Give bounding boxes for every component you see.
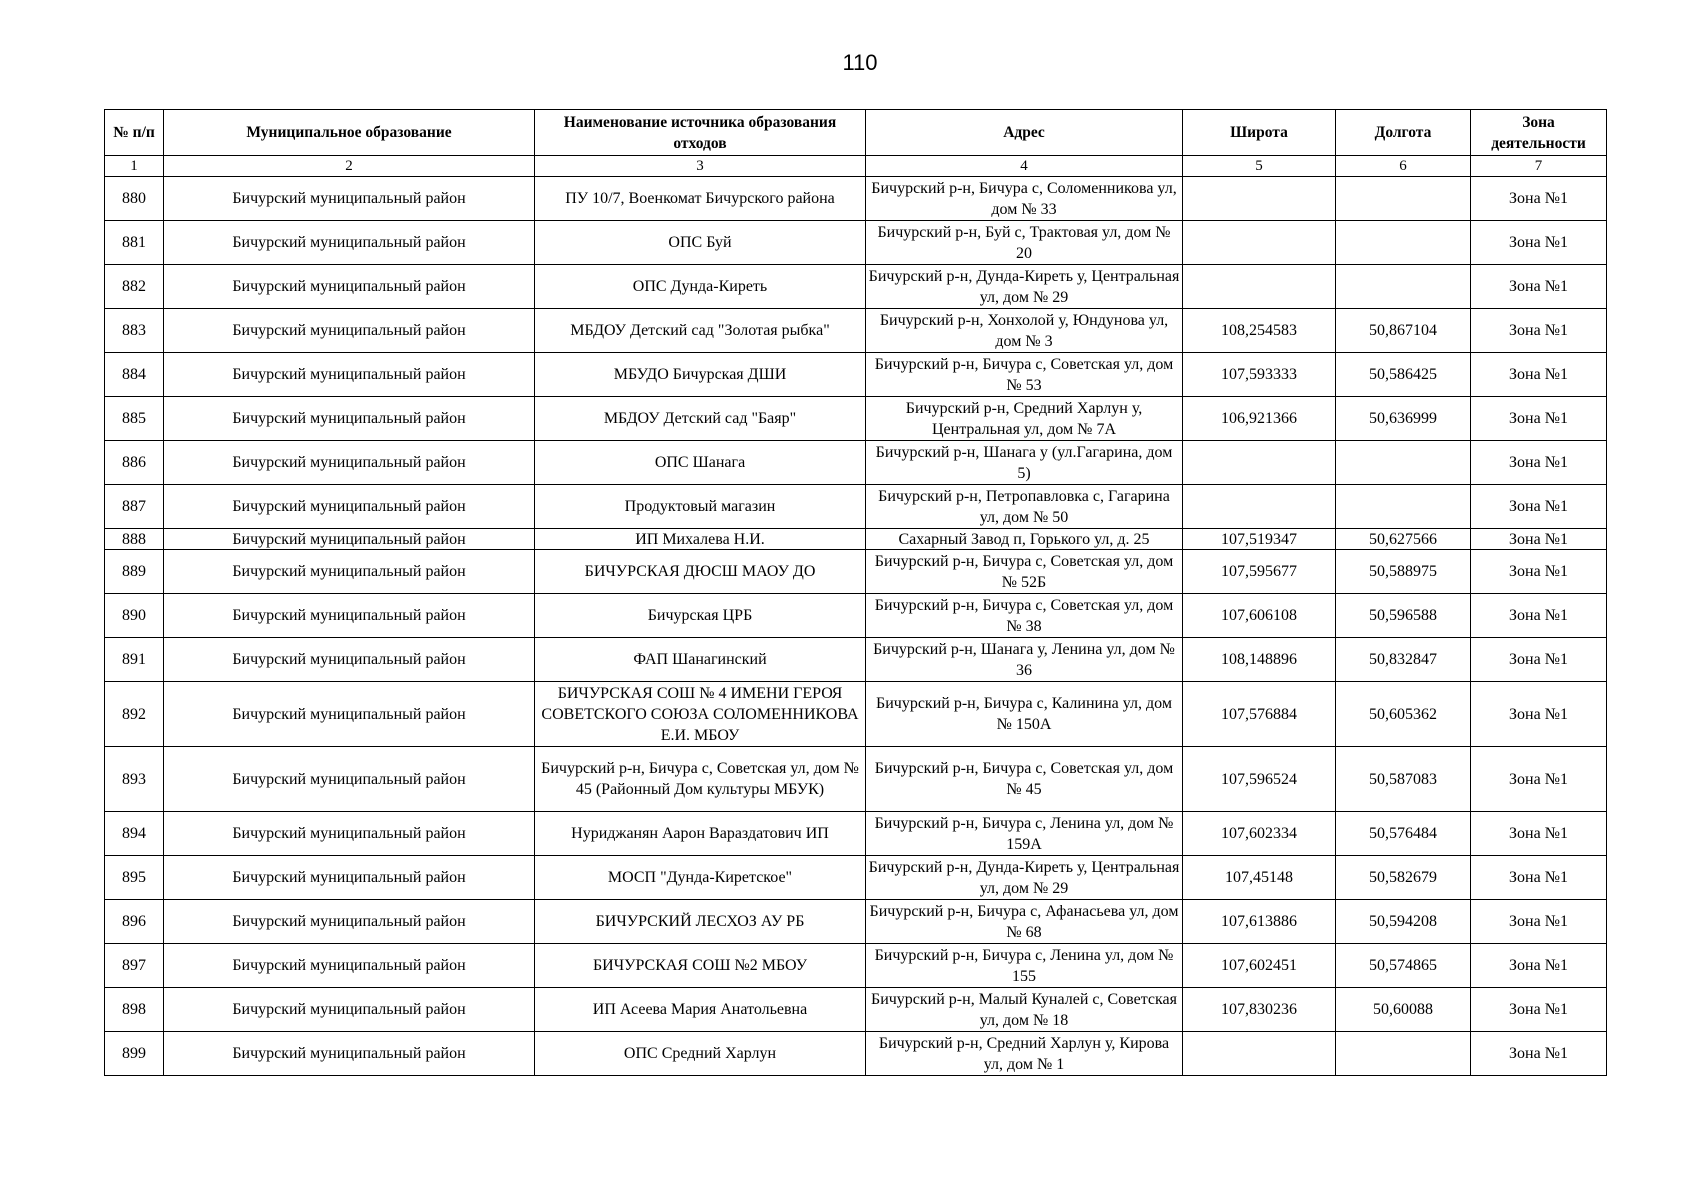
municipality-cell: Бичурский муниципальный район xyxy=(164,747,535,812)
municipality-cell: Бичурский муниципальный район xyxy=(164,638,535,682)
source-cell: ИП Асеева Мария Анатольевна xyxy=(535,988,866,1032)
municipality-cell: Бичурский муниципальный район xyxy=(164,177,535,221)
address-cell: Бичурский р-н, Средний Харлун у, Кирова ул, дом № 1 xyxy=(866,1032,1183,1076)
row-number: 884 xyxy=(105,353,164,397)
row-number: 890 xyxy=(105,594,164,638)
zone-cell: Зона №1 xyxy=(1471,900,1607,944)
column-index: 5 xyxy=(1183,156,1336,177)
source-cell: Бичурская ЦРБ xyxy=(535,594,866,638)
source-cell: Нуриджанян Аарон Вараздатович ИП xyxy=(535,812,866,856)
zone-cell: Зона №1 xyxy=(1471,1032,1607,1076)
row-number: 881 xyxy=(105,221,164,265)
zone-cell: Зона №1 xyxy=(1471,353,1607,397)
latitude-cell: 107,602451 xyxy=(1183,944,1336,988)
latitude-cell xyxy=(1183,265,1336,309)
table-body xyxy=(105,177,1607,1076)
header-longitude: Долгота xyxy=(1336,110,1471,156)
source-cell: МБДОУ Детский сад "Золотая рыбка" xyxy=(535,309,866,353)
latitude-cell: 107,596524 xyxy=(1183,747,1336,812)
address-cell: Бичурский р-н, Бичура с, Советская ул, дом № 52Б xyxy=(866,550,1183,594)
row-number: 885 xyxy=(105,397,164,441)
source-cell: МБДОУ Детский сад "Баяр" xyxy=(535,397,866,441)
table-row xyxy=(105,900,1607,944)
longitude-cell: 50,867104 xyxy=(1336,309,1471,353)
longitude-cell: 50,596588 xyxy=(1336,594,1471,638)
longitude-cell: 50,60088 xyxy=(1336,988,1471,1032)
header-num: № п/п xyxy=(105,110,164,156)
latitude-cell: 107,613886 xyxy=(1183,900,1336,944)
source-cell: БИЧУРСКАЯ СОШ №2 МБОУ xyxy=(535,944,866,988)
latitude-cell: 107,602334 xyxy=(1183,812,1336,856)
municipality-cell: Бичурский муниципальный район xyxy=(164,900,535,944)
header-row xyxy=(105,110,1607,156)
row-number: 880 xyxy=(105,177,164,221)
address-cell: Бичурский р-н, Бичура с, Советская ул, дом № 45 xyxy=(866,747,1183,812)
row-number: 887 xyxy=(105,485,164,529)
table-header xyxy=(105,110,1607,177)
address-cell: Бичурский р-н, Бичура с, Калинина ул, дом № 150А xyxy=(866,682,1183,747)
source-cell: ФАП Шанагинский xyxy=(535,638,866,682)
page-number: 110 xyxy=(842,50,878,75)
table-row xyxy=(105,550,1607,594)
table-row xyxy=(105,353,1607,397)
header-latitude: Широта xyxy=(1183,110,1336,156)
longitude-cell: 50,588975 xyxy=(1336,550,1471,594)
municipality-cell: Бичурский муниципальный район xyxy=(164,309,535,353)
row-number: 883 xyxy=(105,309,164,353)
zone-cell: Зона №1 xyxy=(1471,309,1607,353)
table-row xyxy=(105,265,1607,309)
zone-cell: Зона №1 xyxy=(1471,988,1607,1032)
source-cell: БИЧУРСКИЙ ЛЕСХОЗ АУ РБ xyxy=(535,900,866,944)
latitude-cell xyxy=(1183,177,1336,221)
source-cell: Продуктовый магазин xyxy=(535,485,866,529)
zone-cell: Зона №1 xyxy=(1471,265,1607,309)
table-row xyxy=(105,1032,1607,1076)
municipality-cell: Бичурский муниципальный район xyxy=(164,265,535,309)
table-row xyxy=(105,309,1607,353)
source-cell: МБУДО Бичурская ДШИ xyxy=(535,353,866,397)
longitude-cell: 50,586425 xyxy=(1336,353,1471,397)
address-cell: Бичурский р-н, Малый Куналей с, Советская ул, дом № 18 xyxy=(866,988,1183,1032)
longitude-cell: 50,582679 xyxy=(1336,856,1471,900)
table-row xyxy=(105,221,1607,265)
latitude-cell: 108,254583 xyxy=(1183,309,1336,353)
source-cell: ОПС Шанага xyxy=(535,441,866,485)
address-cell: Бичурский р-н, Шанага у (ул.Гагарина, дом 5) xyxy=(866,441,1183,485)
latitude-cell: 107,593333 xyxy=(1183,353,1336,397)
zone-cell: Зона №1 xyxy=(1471,856,1607,900)
column-index: 1 xyxy=(105,156,164,177)
address-cell: Бичурский р-н, Бичура с, Советская ул, дом № 53 xyxy=(866,353,1183,397)
column-index-row xyxy=(105,156,1607,177)
zone-cell: Зона №1 xyxy=(1471,397,1607,441)
longitude-cell: 50,832847 xyxy=(1336,638,1471,682)
address-cell: Бичурский р-н, Средний Харлун у, Центральная ул, дом № 7А xyxy=(866,397,1183,441)
header-municipality: Муниципальное образование xyxy=(164,110,535,156)
latitude-cell: 106,921366 xyxy=(1183,397,1336,441)
municipality-cell: Бичурский муниципальный район xyxy=(164,353,535,397)
zone-cell: Зона №1 xyxy=(1471,221,1607,265)
column-index: 4 xyxy=(866,156,1183,177)
source-cell: ОПС Дунда-Киреть xyxy=(535,265,866,309)
source-cell: БИЧУРСКАЯ СОШ № 4 ИМЕНИ ГЕРОЯ СОВЕТСКОГО СОЮЗА СОЛОМЕННИКОВА Е.И. МБОУ xyxy=(535,682,866,747)
longitude-cell: 50,636999 xyxy=(1336,397,1471,441)
latitude-cell xyxy=(1183,485,1336,529)
zone-cell: Зона №1 xyxy=(1471,638,1607,682)
address-cell: Бичурский р-н, Шанага у, Ленина ул, дом № 36 xyxy=(866,638,1183,682)
municipality-cell: Бичурский муниципальный район xyxy=(164,1032,535,1076)
longitude-cell: 50,627566 xyxy=(1336,529,1471,550)
column-index: 7 xyxy=(1471,156,1607,177)
row-number: 891 xyxy=(105,638,164,682)
row-number: 898 xyxy=(105,988,164,1032)
row-number: 892 xyxy=(105,682,164,747)
address-cell: Бичурский р-н, Бичура с, Ленина ул, дом № 155 xyxy=(866,944,1183,988)
row-number: 886 xyxy=(105,441,164,485)
row-number: 889 xyxy=(105,550,164,594)
row-number: 895 xyxy=(105,856,164,900)
latitude-cell: 107,576884 xyxy=(1183,682,1336,747)
municipality-cell: Бичурский муниципальный район xyxy=(164,988,535,1032)
row-number: 899 xyxy=(105,1032,164,1076)
source-cell: Бичурский р-н, Бичура с, Советская ул, дом № 45 (Районный Дом культуры МБУК) xyxy=(535,747,866,812)
table-row xyxy=(105,594,1607,638)
table-row xyxy=(105,177,1607,221)
table-row xyxy=(105,397,1607,441)
longitude-cell: 50,576484 xyxy=(1336,812,1471,856)
address-cell: Сахарный Завод п, Горького ул, д. 25 xyxy=(866,529,1183,550)
address-cell: Бичурский р-н, Петропавловка с, Гагарина ул, дом № 50 xyxy=(866,485,1183,529)
municipality-cell: Бичурский муниципальный район xyxy=(164,856,535,900)
zone-cell: Зона №1 xyxy=(1471,812,1607,856)
longitude-cell: 50,574865 xyxy=(1336,944,1471,988)
source-cell: ОПС Средний Харлун xyxy=(535,1032,866,1076)
zone-cell: Зона №1 xyxy=(1471,682,1607,747)
municipality-cell: Бичурский муниципальный район xyxy=(164,221,535,265)
source-cell: МОСП "Дунда-Киретское" xyxy=(535,856,866,900)
municipality-cell: Бичурский муниципальный район xyxy=(164,682,535,747)
longitude-cell: 50,587083 xyxy=(1336,747,1471,812)
latitude-cell xyxy=(1183,221,1336,265)
table-row xyxy=(105,944,1607,988)
waste-sources-table xyxy=(104,109,1607,1076)
table-row xyxy=(105,441,1607,485)
zone-cell: Зона №1 xyxy=(1471,485,1607,529)
address-cell: Бичурский р-н, Бичура с, Советская ул, дом № 38 xyxy=(866,594,1183,638)
zone-cell: Зона №1 xyxy=(1471,529,1607,550)
municipality-cell: Бичурский муниципальный район xyxy=(164,944,535,988)
table-row xyxy=(105,682,1607,747)
municipality-cell: Бичурский муниципальный район xyxy=(164,812,535,856)
longitude-cell xyxy=(1336,1032,1471,1076)
table-row xyxy=(105,856,1607,900)
longitude-cell: 50,594208 xyxy=(1336,900,1471,944)
longitude-cell xyxy=(1336,221,1471,265)
row-number: 882 xyxy=(105,265,164,309)
longitude-cell xyxy=(1336,485,1471,529)
address-cell: Бичурский р-н, Бичура с, Соломенникова ул, дом № 33 xyxy=(866,177,1183,221)
table-row xyxy=(105,638,1607,682)
source-cell: ИП Михалева Н.И. xyxy=(535,529,866,550)
column-index: 3 xyxy=(535,156,866,177)
municipality-cell: Бичурский муниципальный район xyxy=(164,397,535,441)
latitude-cell: 107,606108 xyxy=(1183,594,1336,638)
zone-cell: Зона №1 xyxy=(1471,177,1607,221)
longitude-cell xyxy=(1336,177,1471,221)
table-row xyxy=(105,529,1607,550)
longitude-cell xyxy=(1336,441,1471,485)
source-cell: БИЧУРСКАЯ ДЮСШ МАОУ ДО xyxy=(535,550,866,594)
row-number: 896 xyxy=(105,900,164,944)
address-cell: Бичурский р-н, Бичура с, Афанасьева ул, дом № 68 xyxy=(866,900,1183,944)
table-row xyxy=(105,812,1607,856)
latitude-cell xyxy=(1183,1032,1336,1076)
municipality-cell: Бичурский муниципальный район xyxy=(164,485,535,529)
column-index: 6 xyxy=(1336,156,1471,177)
zone-cell: Зона №1 xyxy=(1471,594,1607,638)
address-cell: Бичурский р-н, Буй с, Трактовая ул, дом № 20 xyxy=(866,221,1183,265)
header-source: Наименование источника образования отходов xyxy=(535,110,866,156)
address-cell: Бичурский р-н, Дунда-Киреть у, Центральная ул, дом № 29 xyxy=(866,265,1183,309)
row-number: 894 xyxy=(105,812,164,856)
latitude-cell: 107,830236 xyxy=(1183,988,1336,1032)
longitude-cell: 50,605362 xyxy=(1336,682,1471,747)
latitude-cell: 107,595677 xyxy=(1183,550,1336,594)
source-cell: ПУ 10/7, Военкомат Бичурского района xyxy=(535,177,866,221)
latitude-cell: 107,519347 xyxy=(1183,529,1336,550)
zone-cell: Зона №1 xyxy=(1471,944,1607,988)
row-number: 897 xyxy=(105,944,164,988)
header-address: Адрес xyxy=(866,110,1183,156)
longitude-cell xyxy=(1336,265,1471,309)
zone-cell: Зона №1 xyxy=(1471,747,1607,812)
table-row xyxy=(105,485,1607,529)
column-index: 2 xyxy=(164,156,535,177)
latitude-cell: 107,45148 xyxy=(1183,856,1336,900)
latitude-cell: 108,148896 xyxy=(1183,638,1336,682)
table-row xyxy=(105,988,1607,1032)
row-number: 893 xyxy=(105,747,164,812)
header-zone: Зона деятельности xyxy=(1471,110,1607,156)
latitude-cell xyxy=(1183,441,1336,485)
zone-cell: Зона №1 xyxy=(1471,441,1607,485)
row-number: 888 xyxy=(105,529,164,550)
zone-cell: Зона №1 xyxy=(1471,550,1607,594)
municipality-cell: Бичурский муниципальный район xyxy=(164,550,535,594)
municipality-cell: Бичурский муниципальный район xyxy=(164,441,535,485)
address-cell: Бичурский р-н, Бичура с, Ленина ул, дом № 159А xyxy=(866,812,1183,856)
municipality-cell: Бичурский муниципальный район xyxy=(164,529,535,550)
municipality-cell: Бичурский муниципальный район xyxy=(164,594,535,638)
table-row xyxy=(105,747,1607,812)
address-cell: Бичурский р-н, Дунда-Киреть у, Центральная ул, дом № 29 xyxy=(866,856,1183,900)
address-cell: Бичурский р-н, Хонхолой у, Юндунова ул, дом № 3 xyxy=(866,309,1183,353)
source-cell: ОПС Буй xyxy=(535,221,866,265)
